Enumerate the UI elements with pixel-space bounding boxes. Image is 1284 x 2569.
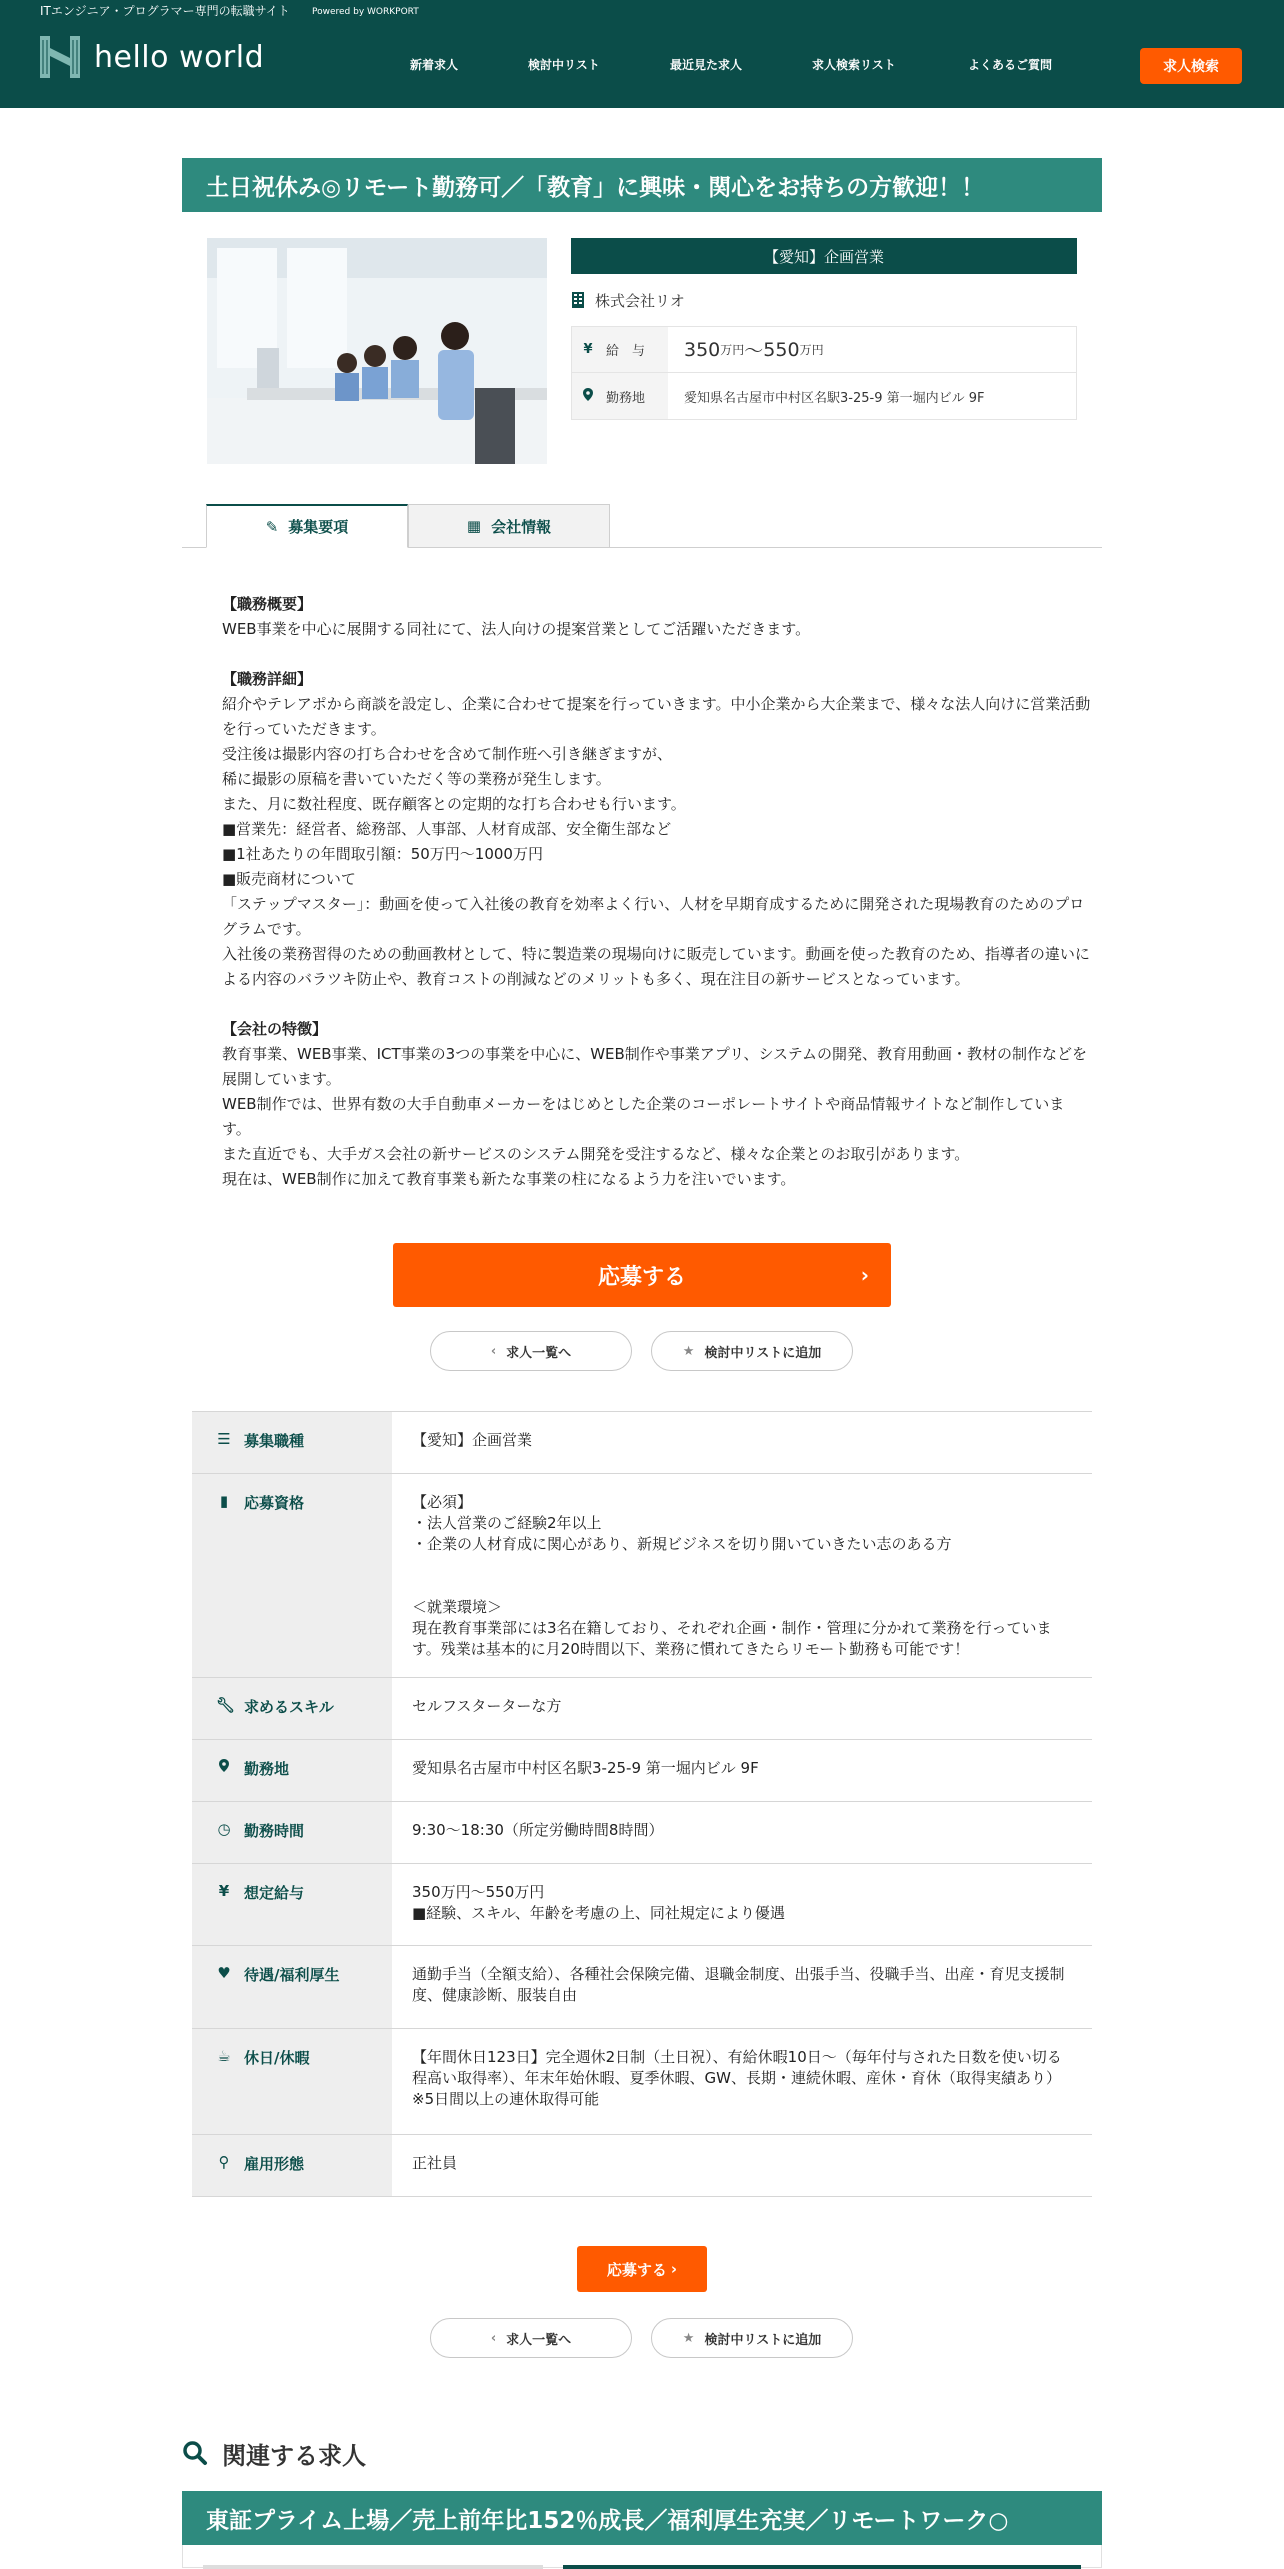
- feature-line: 教育事業、WEB事業、ICT事業の3つの事業を中心に、WEB制作や事業アプリ、システムの開発、教育用動画・教材の制作などを展開しています。: [222, 1045, 1087, 1088]
- detail-line: また、月に数社程度、既存顧客との定期的な打ち合わせも行います。: [222, 795, 686, 813]
- detail-key-label: 応募資格: [244, 1494, 305, 1512]
- detail-value: [392, 1802, 1092, 1863]
- star-icon: ★: [682, 2330, 695, 2346]
- edit-icon: ✎: [265, 517, 279, 536]
- site-header: [0, 0, 1284, 108]
- tab-company-label: 会社情報: [491, 517, 552, 536]
- detail-key: [192, 1946, 392, 2028]
- clock-icon: ◷: [217, 1820, 231, 1838]
- detail-value-line: 【必須】: [412, 1493, 473, 1511]
- location-label: 勤務地: [606, 390, 646, 406]
- tab-recruit-label: 募集要項: [288, 518, 349, 536]
- detail-key-label: 勤務地: [244, 1760, 290, 1778]
- paperclip-icon: ⚲: [218, 2153, 230, 2171]
- detail-row-location: [192, 1740, 1092, 1802]
- detail-value-line: 9:30〜18:30（所定労働時間8時間）: [412, 1821, 664, 1839]
- salary-key: [572, 327, 668, 372]
- detail-value: [392, 1864, 1092, 1945]
- salary-label: 給 与: [606, 344, 646, 359]
- detail-tabs: [182, 504, 1102, 548]
- book-icon: ▮: [219, 1492, 229, 1510]
- add-to-list-button-bottom[interactable]: [651, 2318, 853, 2358]
- location-value: 愛知県名古屋市中村区名駅3-25-9 第一堀内ビル 9F: [684, 390, 985, 406]
- detail-row-holidays: [192, 2029, 1092, 2135]
- related-jobs-heading: [182, 2436, 366, 2470]
- salary-max: 550: [763, 338, 800, 361]
- back-to-list-button-bottom[interactable]: [430, 2318, 632, 2358]
- wrench-icon: 🔧︎: [216, 1696, 236, 1714]
- detail-value-line: セルフスターターな方: [412, 1697, 562, 1715]
- detail-line: 入社後の業務習得のための動画教材として、特に製造業の現場向けに販売しています。動画を使った教育のため、指導者の違いによる内容のバラツキ防止や、教育コストの削減などのメリットも多く、現在注目の新サービスとなっています。: [222, 945, 1090, 988]
- related-job-category: [563, 2565, 1081, 2569]
- detail-key: [192, 1740, 392, 1801]
- add-to-list-button[interactable]: [651, 1331, 853, 1371]
- detail-key: [192, 2135, 392, 2196]
- detail-line: 稀に撮影の原稿を書いていただく等の業務が発生します。: [222, 770, 611, 788]
- detail-row-employment: [192, 2135, 1092, 2197]
- detail-key-label: 勤務時間: [244, 1822, 305, 1840]
- detail-line: ■営業先：経営者、総務部、人事部、人材育成部、安全衛生部など: [222, 820, 672, 838]
- back-to-list-label: 求人一覧へ: [506, 1345, 572, 1361]
- salary-value: [668, 327, 1076, 372]
- overview-text: WEB事業を中心に展開する同社にて、法人向けの提案営業としてご活躍いただきます。: [222, 620, 811, 638]
- detail-key-label: 募集職種: [244, 1432, 305, 1450]
- related-heading-text: 関連する求人: [222, 2441, 366, 2470]
- search-icon: [182, 2440, 208, 2466]
- star-icon: ★: [682, 1343, 695, 1359]
- detail-value-line: ・法人営業のご経験2年以上: [412, 1514, 602, 1532]
- nav-recently-viewed[interactable]: 最近見た求人: [670, 58, 743, 72]
- detail-line: ■1社あたりの年間取引額：50万円〜1000万円: [222, 845, 543, 863]
- detail-value: [392, 1740, 1092, 1801]
- detail-value-line: 【年間休日123日】完全週休2日制（土日祝）、有給休暇10日〜（毎年付与された日数を使い切る程高い取得率）、年末年始休暇、夏季休暇、GW、長期・連続休暇、産休・育休（取得実績あり）※5日間以上の連休取得可能: [412, 2048, 1062, 2108]
- detail-row-hours: [192, 1802, 1092, 1864]
- detail-value: [392, 2135, 1092, 2196]
- salary-row: [572, 327, 1076, 373]
- yen-icon: ¥: [218, 1882, 230, 1900]
- nav-consider-list[interactable]: 検討中リスト: [528, 58, 600, 72]
- summary-table: [571, 326, 1077, 420]
- related-job-card: [182, 2545, 1102, 2568]
- add-to-list-label: 検討中リストに追加: [704, 2332, 822, 2348]
- feature-heading: 【会社の特徴】: [222, 1020, 328, 1038]
- chevron-right-icon: ›: [670, 2260, 678, 2278]
- feature-line: WEB制作では、世界有数の大手自動車メーカーをはじめとした企業のコーポレートサイトや商品情報サイトなど制作しています。: [222, 1095, 1065, 1138]
- feature-line: また直近でも、大手ガス会社の新サービスのシステム開発を受注するなど、様々な企業とのお取引があります。: [222, 1145, 970, 1163]
- overview-heading: 【職務概要】: [222, 595, 313, 613]
- back-to-list-button[interactable]: [430, 1331, 632, 1371]
- site-tagline: ITエンジニア・プログラマー専門の転職サイト: [40, 4, 290, 18]
- detail-value: [392, 1474, 1092, 1677]
- detail-key-label: 待遇/福利厚生: [244, 1966, 340, 1984]
- tab-company[interactable]: [408, 504, 610, 548]
- related-job-photo: [203, 2565, 543, 2569]
- detail-key-label: 求めるスキル: [244, 1698, 334, 1716]
- company-row: [571, 288, 685, 312]
- apply-button[interactable]: [393, 1243, 891, 1307]
- job-search-button[interactable]: 求人検索: [1140, 48, 1242, 84]
- chevron-right-icon: ›: [860, 1263, 869, 1287]
- feature-line: 現在は、WEB制作に加えて教育事業も新たな事業の柱になるよう力を注いでいます。: [222, 1170, 796, 1188]
- location-row: [572, 373, 1076, 419]
- apply-label: 応募する: [606, 2260, 667, 2279]
- location-key: [572, 373, 668, 419]
- detail-value-line: 現在教育事業部には3名在籍しており、それぞれ企画・制作・管理に分かれて業務を行っています。残業は基本的に月20時間以下、業務に慣れてきたらリモート勤務も可能です！: [412, 1619, 1052, 1658]
- job-category: 【愛知】企画営業: [571, 238, 1077, 274]
- map-pin-icon: [216, 1758, 232, 1776]
- detail-value-line: ■経験、スキル、年齢を考慮の上、同社規定により優遇: [412, 1904, 785, 1922]
- coffee-icon: ☕︎: [217, 2047, 231, 2065]
- apply-label: 応募する: [597, 1264, 686, 1290]
- salary-max-unit: 万円: [799, 343, 824, 357]
- job-detail-table: [192, 1411, 1092, 2197]
- map-pin-icon: [582, 388, 594, 405]
- detail-row-skills: [192, 1678, 1092, 1740]
- detail-value: [392, 1946, 1092, 2028]
- detail-line: 「ステップマスター」：動画を使って入社後の教育を効率よく行い、人材を早期育成するために開発された現場教育のためのプログラムです。: [222, 895, 1085, 938]
- detail-value: [392, 1412, 1092, 1473]
- nav-search-list[interactable]: 求人検索リスト: [812, 58, 896, 72]
- building-icon: [571, 292, 585, 308]
- chevron-left-icon: ‹: [490, 1343, 497, 1359]
- apply-button-bottom[interactable]: [577, 2246, 707, 2292]
- back-to-list-label: 求人一覧へ: [506, 2332, 572, 2348]
- detail-row-qualification: [192, 1474, 1092, 1678]
- detail-value-line: 通勤手当（全額支給）、各種社会保険完備、退職金制度、出張手当、役職手当、出産・育児支援制度、健康診断、服装自由: [412, 1965, 1065, 2004]
- chevron-left-icon: ‹: [490, 2330, 497, 2346]
- nav-faq[interactable]: よくあるご質問: [968, 58, 1053, 72]
- detail-key: [192, 1802, 392, 1863]
- detail-key-label: 雇用形態: [244, 2155, 305, 2173]
- detail-value-line: 【愛知】企画営業: [412, 1431, 533, 1449]
- powered-by: Powered by WORKPORT: [312, 7, 419, 17]
- detail-value-line: 350万円～550万円: [412, 1883, 545, 1901]
- detail-value: [392, 2029, 1092, 2134]
- detail-line: 紹介やテレアポから商談を設定し、企業に合わせて提案を行っていきます。中小企業から大企業まで、様々な法人向けに営業活動を行っていただきます。: [222, 695, 1091, 738]
- detail-value: [392, 1678, 1092, 1739]
- main-nav: [0, 56, 1284, 76]
- tab-recruit[interactable]: [206, 504, 408, 548]
- salary-min-unit: 万円: [720, 343, 745, 357]
- detail-key: [192, 1412, 392, 1473]
- job-description: [222, 592, 1092, 1192]
- nav-new-jobs[interactable]: 新着求人: [410, 58, 459, 72]
- detail-value-line: 愛知県名古屋市中村区名駅3-25-9 第一堀内ビル 9F: [412, 1759, 759, 1777]
- logo-text: hello world: [94, 39, 265, 75]
- add-to-list-label: 検討中リストに追加: [704, 1345, 822, 1361]
- detail-key-label: 想定給与: [244, 1884, 305, 1902]
- detail-key: [192, 1474, 392, 1677]
- detail-row-benefits: [192, 1946, 1092, 2029]
- list-icon: ☰: [217, 1430, 231, 1448]
- detail-value-line: ＜就業環境＞: [412, 1598, 503, 1616]
- detail-value-line: ・企業の人材育成に関心があり、新規ビジネスを切り開いていきたい志のある方: [412, 1535, 952, 1553]
- detail-row-position: [192, 1412, 1092, 1474]
- salary-sep: ～: [744, 340, 764, 362]
- detail-key: [192, 2029, 392, 2134]
- salary-min: 350: [684, 338, 721, 361]
- detail-key: [192, 1864, 392, 1945]
- related-job-title[interactable]: 東証プライム上場／売上前年比152％成長／福利厚生充実／リモートワーク○: [182, 2491, 1102, 2545]
- job-photo: [207, 238, 547, 464]
- detail-value-line: 正社員: [412, 2154, 458, 2172]
- heart-icon: ♥: [217, 1964, 231, 1982]
- company-name: 株式会社リオ: [595, 291, 685, 310]
- detail-row-salary: [192, 1864, 1092, 1946]
- detail-line: ■販売商材について: [222, 870, 356, 888]
- detail-heading: 【職務詳細】: [222, 670, 313, 688]
- detail-key: [192, 1678, 392, 1739]
- job-title: 土日祝休み◎リモート勤務可／「教育」に興味・関心をお持ちの方歓迎！！: [182, 158, 1102, 212]
- yen-icon: ¥: [583, 342, 593, 357]
- detail-key-label: 休日/休暇: [244, 2049, 310, 2067]
- detail-line: 受注後は撮影内容の打ち合わせを含めて制作班へ引き継ぎますが、: [222, 745, 673, 763]
- building-icon: ▦: [466, 517, 482, 535]
